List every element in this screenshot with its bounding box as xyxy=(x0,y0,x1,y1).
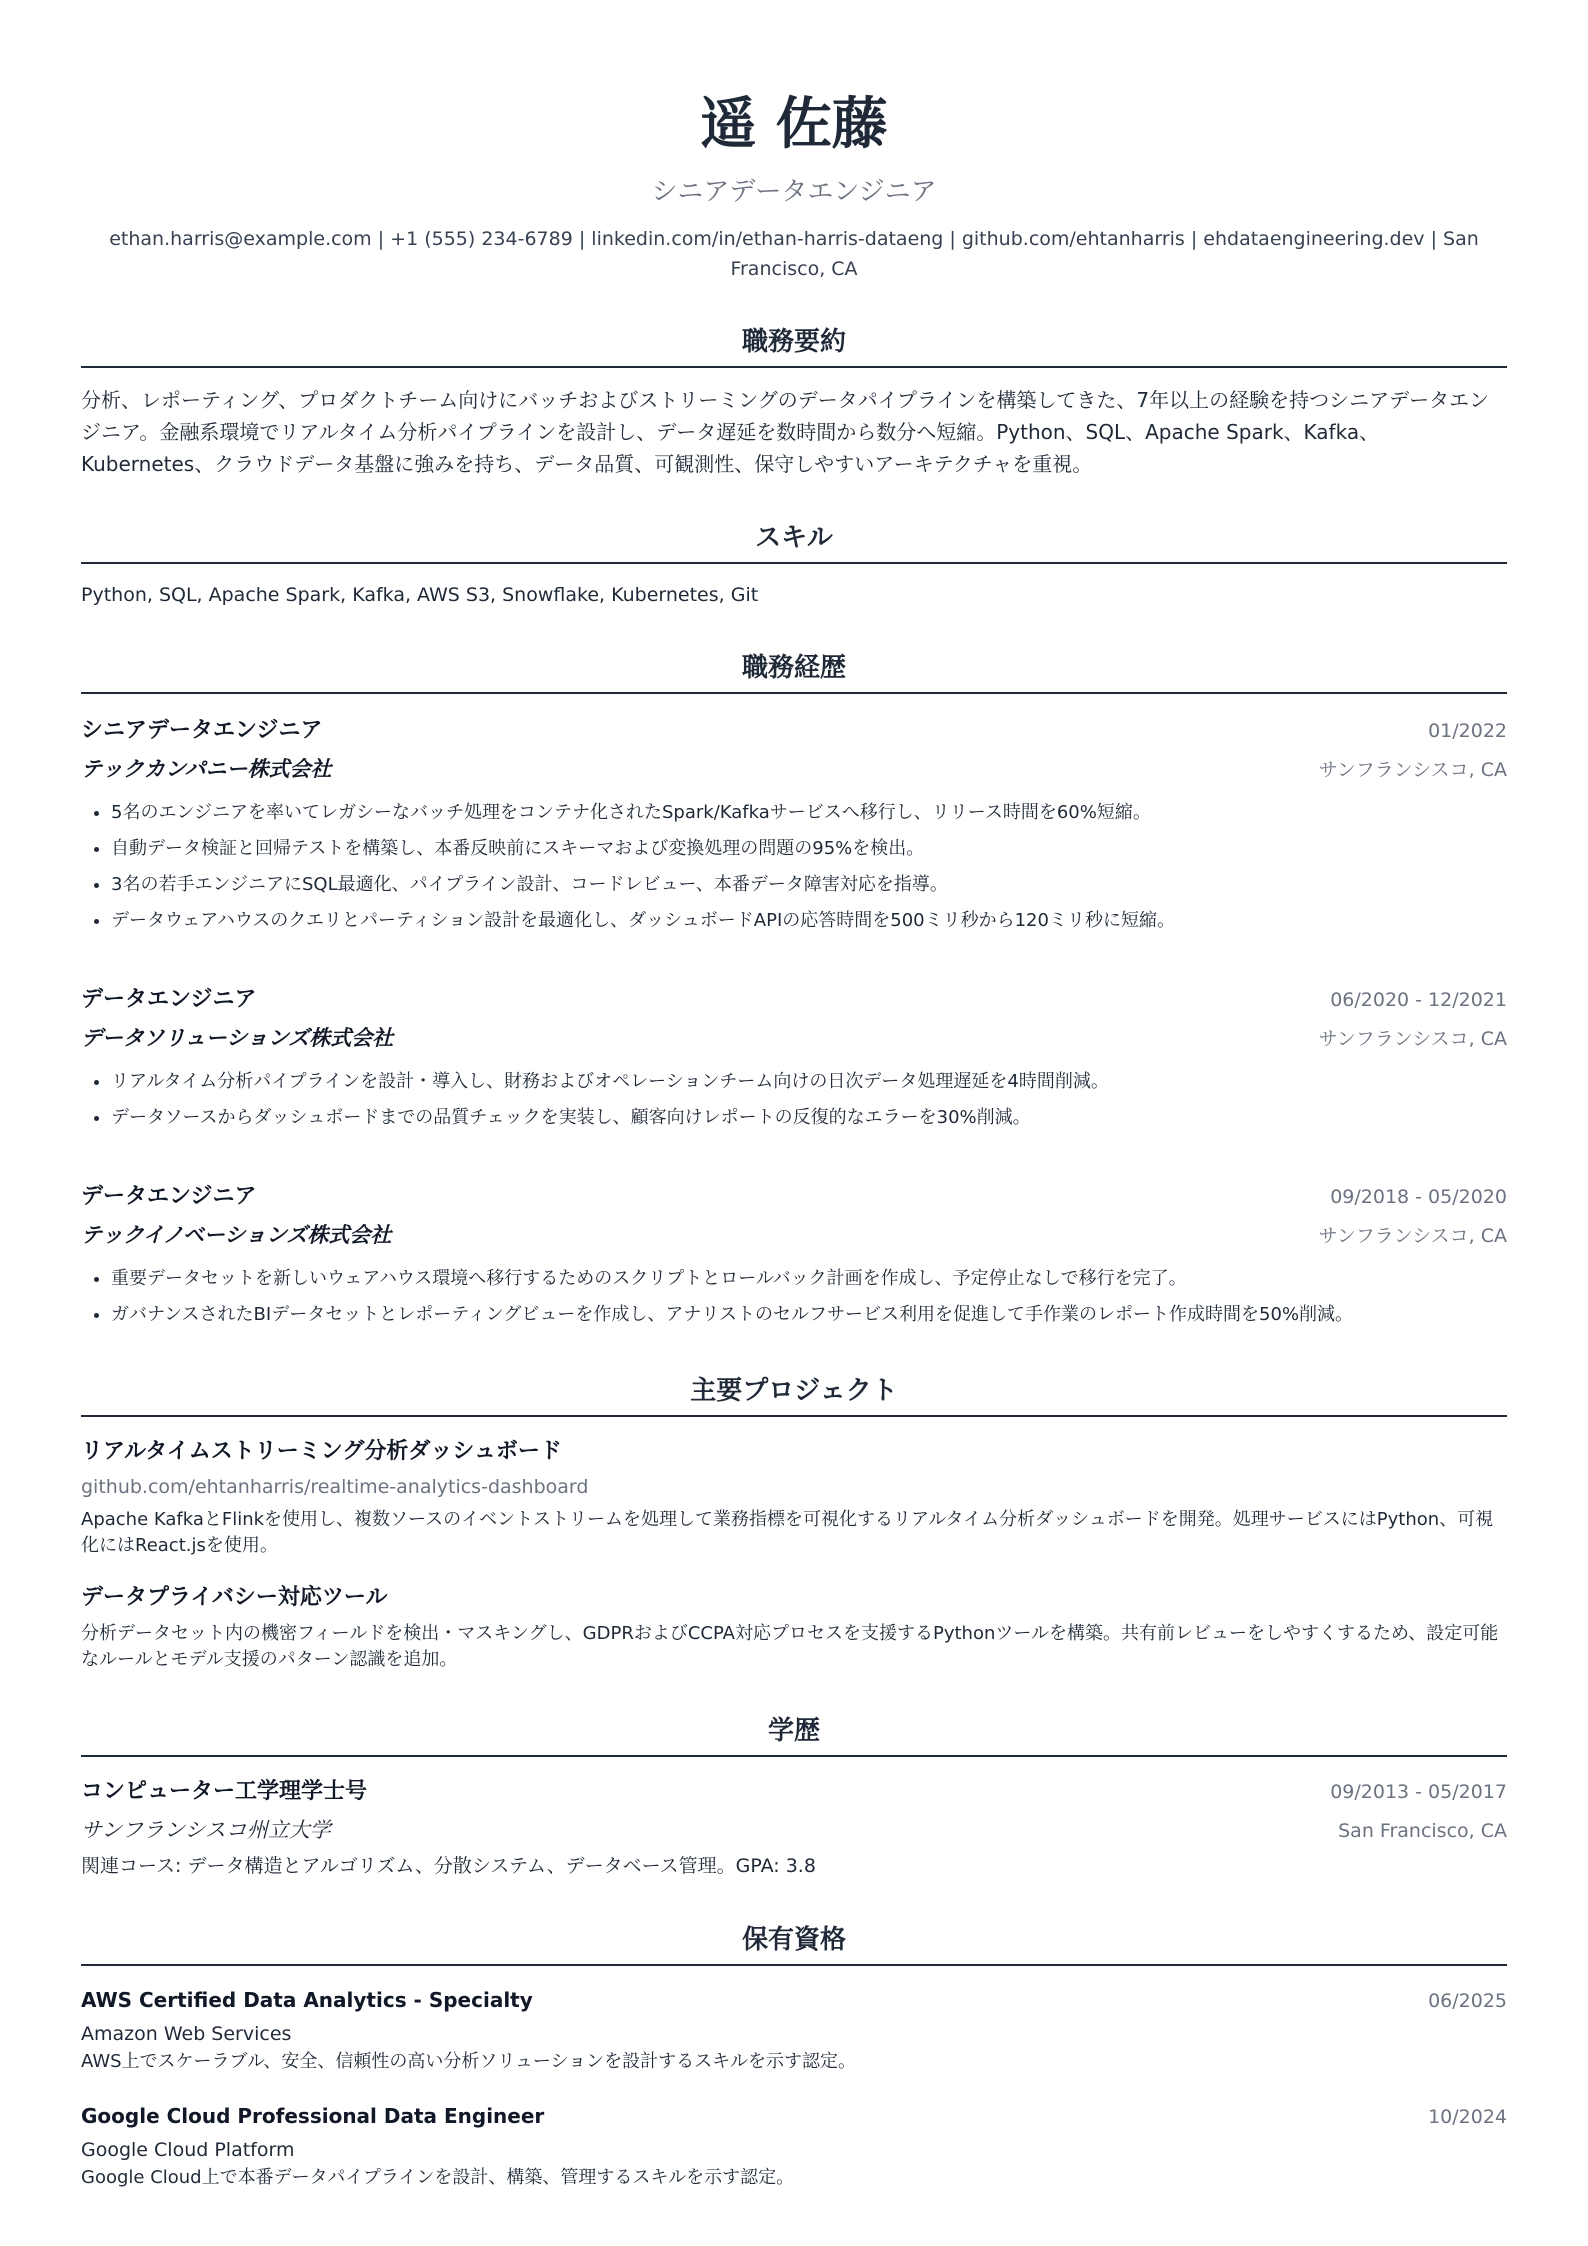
skills-list: Python, SQL, Apache Spark, Kafka, AWS S3, Snowflake, Kubernetes, Git xyxy=(81,584,759,606)
contact-line: ethan.harris@example.com | +1 (555) 234-6789 | linkedin.com/in/ethan-harris-dataeng | github.com/ehtanharris | ehdataengineering.dev | San Francisco, CA xyxy=(109,228,1479,280)
project-description: Apache KafkaとFlinkを使用し、複数ソースのイベントストリームを処理して業務指標を可視化するリアルタイム分析ダッシュボードを開発。処理サービスにはPython、可視化にはReact.jsを使用。 xyxy=(81,1509,1494,1556)
job-bullet: • 3名の若手エンジニアにSQL最適化、パイプライン設計、コードレビュー、本番データ障害対応を指導。 xyxy=(111,867,1507,903)
certification-description: Google Cloud上で本番データパイプラインを設計、構築、管理するスキルを示す認定。 xyxy=(81,2167,795,2188)
certification-entry xyxy=(81,2098,1507,2192)
job-date: 09/2018 - 05/2020 xyxy=(1330,1186,1507,1208)
education-date: 09/2013 - 05/2017 xyxy=(1330,1781,1507,1803)
experience-section xyxy=(81,650,1507,1333)
job-bullet: • ガバナンスされたBIデータセットとレポーティングビューを作成し、アナリストのセルフサービス利用を促進して手作業のレポート作成時間を50%削減。 xyxy=(111,1297,1507,1333)
section-heading: スキル xyxy=(81,520,1507,564)
certification-date: 06/2025 xyxy=(1428,1990,1507,2012)
job-bullets xyxy=(81,1064,1507,1136)
job-bullets xyxy=(81,1261,1507,1333)
certifications-section xyxy=(81,1922,1507,2192)
summary-section xyxy=(81,324,1507,480)
job-role: シニアデータエンジニア xyxy=(81,718,323,743)
education-entry xyxy=(81,1773,1507,1882)
summary-text: 分析、レポーティング、プロダクトチーム向けにバッチおよびストリーミングのデータパイプラインを構築してきた、7年以上の経験を持つシニアデータエンジニア。金融系環境でリアルタイム分析パイプラインを設計し、データ遅延を数時間から数分へ短縮。Python、SQL、Apache Spark、Kafka、Kubernetes、クラウドデータ基盤に強みを持ち、データ品質、可観測性、保守しやすいアーキテクチャを重視。 xyxy=(81,388,1490,476)
education-section xyxy=(81,1713,1507,1882)
job-location: サンフランシスコ, CA xyxy=(1318,1028,1507,1050)
job-date: 01/2022 xyxy=(1428,720,1507,742)
job-role: データエンジニア xyxy=(81,987,257,1012)
job-company: テックカンパニー株式会社 xyxy=(81,757,332,781)
skills-section xyxy=(81,520,1507,610)
job-date: 06/2020 - 12/2021 xyxy=(1330,989,1507,1011)
job-entry xyxy=(81,712,1507,939)
project-link[interactable]: github.com/ehtanharris/realtime-analytics-dashboard xyxy=(81,1476,589,1498)
project-description: 分析データセット内の機密フィールドを検出・マスキングし、GDPRおよびCCPA対応プロセスを支援するPythonツールを構築。共有前レビューをしやすくするため、設定可能なルールとモデル支援のパターン認識を追加。 xyxy=(81,1623,1499,1670)
certification-name: AWS Certified Data Analytics - Specialty xyxy=(81,1988,533,2012)
job-role: データエンジニア xyxy=(81,1184,257,1209)
projects-section xyxy=(81,1373,1507,1673)
job-bullet: • リアルタイム分析パイプラインを設計・導入し、財務およびオペレーションチーム向けの日次データ処理遅延を4時間削減。 xyxy=(111,1064,1507,1100)
project-name: リアルタイムストリーミング分析ダッシュボード xyxy=(81,1439,562,1464)
job-bullet: • 自動データ検証と回帰テストを構築し、本番反映前にスキーマおよび変換処理の問題の95%を検出。 xyxy=(111,831,1507,867)
job-company: テックイノベーションズ株式会社 xyxy=(81,1223,392,1247)
project-entry xyxy=(81,1433,1507,1559)
job-entry xyxy=(81,1178,1507,1333)
job-bullet: • 重要データセットを新しいウェアハウス環境へ移行するためのスクリプトとロールバック計画を作成し、予定停止なしで移行を完了。 xyxy=(111,1261,1507,1297)
job-location: サンフランシスコ, CA xyxy=(1318,759,1507,781)
certification-issuer: Amazon Web Services xyxy=(81,2023,292,2045)
section-heading: 職務経歴 xyxy=(81,650,1507,694)
job-bullets xyxy=(81,795,1507,939)
certification-date: 10/2024 xyxy=(1428,2106,1507,2128)
candidate-name: 遥 佐藤 xyxy=(700,91,888,157)
certification-name: Google Cloud Professional Data Engineer xyxy=(81,2104,545,2128)
certification-entry xyxy=(81,1982,1507,2076)
section-heading: 主要プロジェクト xyxy=(81,1373,1507,1417)
education-note: 関連コース: データ構造とアルゴリズム、分散システム、データベース管理。GPA: 3.8 xyxy=(81,1855,816,1877)
school-location: San Francisco, CA xyxy=(1338,1820,1507,1842)
job-company: データソリューションズ株式会社 xyxy=(81,1026,394,1050)
section-heading: 保有資格 xyxy=(81,1922,1507,1966)
school-name: サンフランシスコ州立大学 xyxy=(81,1818,331,1842)
degree-name: コンピューター工学理学士号 xyxy=(81,1779,368,1804)
job-bullet: • 5名のエンジニアを率いてレガシーなバッチ処理をコンテナ化されたSpark/Kafkaサービスへ移行し、リリース時間を60%短縮。 xyxy=(111,795,1507,831)
project-entry xyxy=(81,1579,1507,1673)
job-location: サンフランシスコ, CA xyxy=(1318,1225,1507,1247)
project-name: データプライバシー対応ツール xyxy=(81,1585,388,1610)
candidate-title: シニアデータエンジニア xyxy=(651,177,937,207)
job-bullet: • データウェアハウスのクエリとパーティション設計を最適化し、ダッシュボードAPIの応答時間を500ミリ秒から120ミリ秒に短縮。 xyxy=(111,903,1507,939)
job-bullet: • データソースからダッシュボードまでの品質チェックを実装し、顧客向けレポートの反復的なエラーを30%削減。 xyxy=(111,1100,1507,1136)
certification-issuer: Google Cloud Platform xyxy=(81,2139,295,2161)
certification-description: AWS上でスケーラブル、安全、信頼性の高い分析ソリューションを設計するスキルを示す認定。 xyxy=(81,2051,856,2072)
job-entry xyxy=(81,981,1507,1136)
section-heading: 学歴 xyxy=(81,1713,1507,1757)
resume-header xyxy=(81,88,1507,284)
section-heading: 職務要約 xyxy=(81,324,1507,368)
